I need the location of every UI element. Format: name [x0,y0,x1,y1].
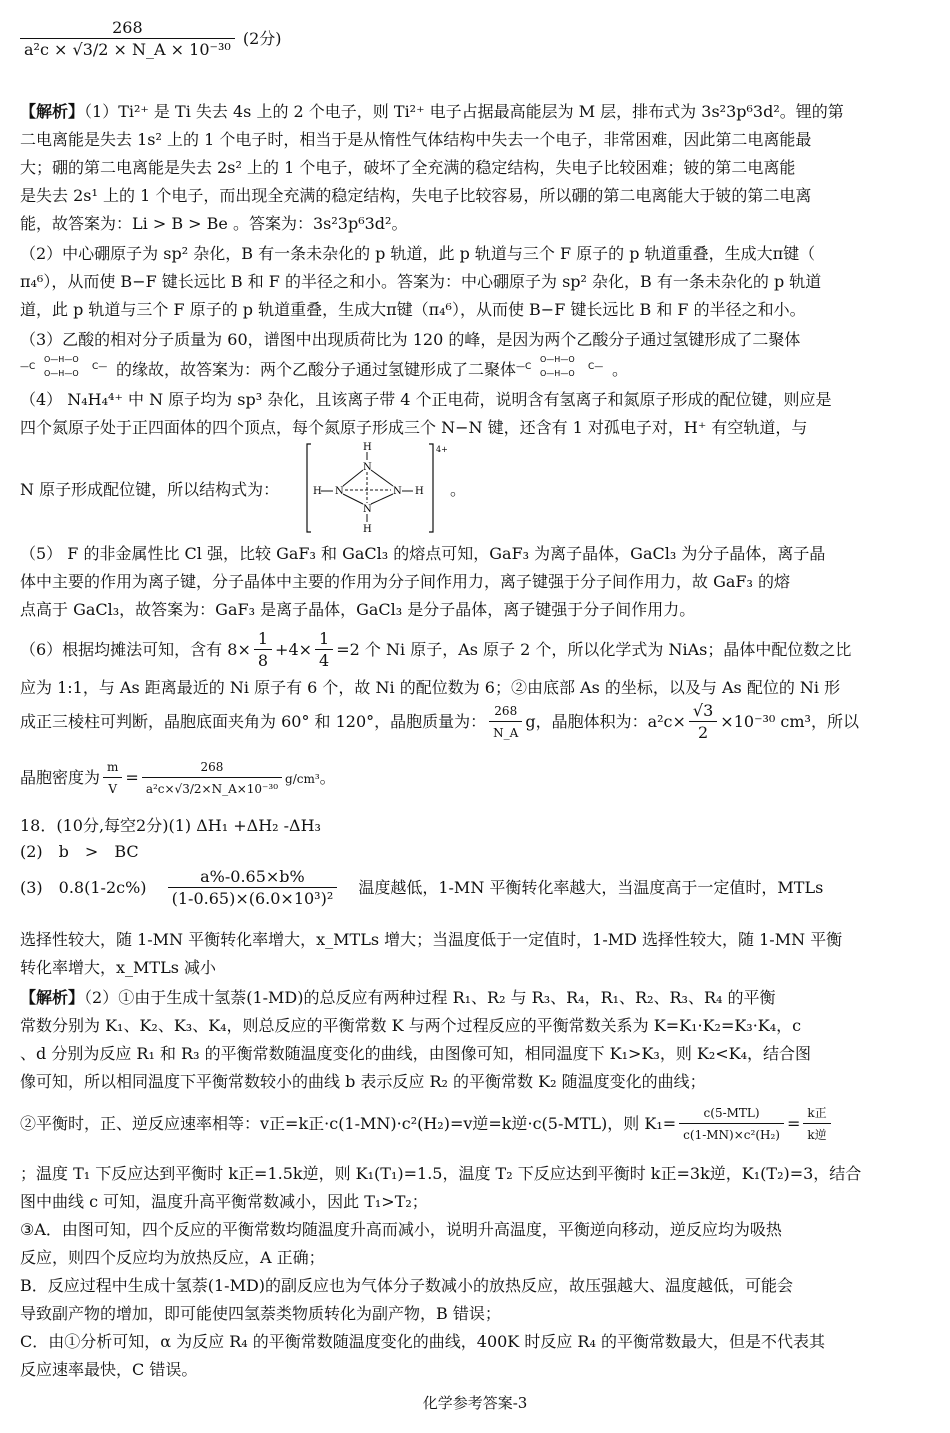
q17-p4-line3: N 原子形成配位键，所以结构式为： [20,480,280,499]
q17-p1-line3: 大；硼的第二电离能是失去 2s² 上的 1 个电子，破坏了全充满的稳定结构，失电子比较困难；铍的第二电离能 [20,158,796,177]
sqrt3-num: √3 [689,701,717,722]
q17-p5-line1: （5） F 的非金属性比 Cl 强，比较 GaF₃ 和 GaCl₃ 的熔点可知，GaF₃ 为离子晶体，GaCl₃ 为分子晶体，离子晶 [20,544,826,563]
q18-a11: 导致副产物的增加，即可能使四氢萘类物质转化为副产物，B 错误； [20,1304,501,1323]
q18-l3-text-a: (3) 0.8(1-2c%) [20,878,147,897]
q17-analysis-label: 【解析】 [20,102,85,121]
q18-analysis-label: 【解析】 [20,988,85,1007]
q17-p1-line5: 能，故答案为：Li > B > Be 。答案为：3s²3p⁶3d²。 [20,214,408,233]
struct-charge: 4+ [436,445,448,454]
dimer-left: —C [20,362,36,372]
q18-line3 [20,860,932,920]
q17-p6-text-a: （6）根据均摊法可知，含有 8× [20,640,251,659]
dimer2-top: O—H—O [540,355,575,364]
q17-p6-text-3a: 成正三棱柱可判断，晶胞底面夹角为 60° 和 120°，晶胞质量为： [20,712,487,731]
dimer-bottom: O—H—O [44,369,79,378]
q17-p2-line2: π₄⁶），从而使 B−F 键长远比 B 和 F 的半径之和小。答案为：中心硼原子为 sp² 杂化，B 有一条未杂化的 p 轨道 [20,272,822,291]
q18-a7: 图中曲线 c 可知，温度升高平衡常数减小，因此 T₁>T₂； [20,1192,428,1211]
struct-h-top: H [363,442,372,453]
dimer2-right: C— [588,362,604,372]
k1-num: c(5-MTL) [679,1103,784,1124]
cell-mass-den: N_A [493,726,519,740]
q18-line1: 18．(10分,每空2分)(1) ΔH₁ +ΔH₂ -ΔH₃ [20,816,321,835]
k1-den: c(1-MN)×c²(H₂) [683,1128,780,1142]
page-footer: 化学参考答案-3 [422,1394,528,1412]
struct-h-left: H [313,486,322,497]
q17-p3-text: 的缘故，故答案为：两个乙酸分子通过氢键形成了二聚体 [116,360,517,379]
cell-mass-num: 268 [489,701,522,722]
q18-a2: 常数分别为 K₁、K₂、K₃、K₄，则总反应的平衡常数 K 与两个过程反应的平衡常数关系为 K=K₁·K₂=K₃·K₄，c [20,1016,802,1035]
struct-h-bottom: H [363,524,372,535]
q18-line5: 转化率增大，x_MTLs 减小 [20,958,217,977]
dimer-top: O—H—O [44,355,79,364]
struct-n-left: N [335,486,344,497]
frac-cell-mass [489,701,522,744]
k-ratio-num: k正 [803,1103,830,1124]
q18-analysis-line1 [20,984,932,1012]
frac-k-ratio [803,1103,830,1146]
header-score: (2分) [242,29,282,48]
frac-one-eighth-num: 1 [254,629,272,650]
dimer2-bottom: O—H—O [540,369,575,378]
q18-a9: 反应，则四个反应均为放热反应，A 正确； [20,1248,325,1267]
dimer2-left: —C [516,362,532,372]
frac-one-eighth [254,629,272,672]
header-denominator: a²c × √3/2 × N_A × 10⁻³⁰ [24,40,231,59]
frac-one-quarter-den: 4 [319,651,330,670]
q18-a1-text: （2）①由于生成十氢萘(1-MD)的总反应有两种过程 R₁、R₂ 与 R₃、R₄，R₁、R₂、R₃、R₄ 的平衡 [84,988,776,1007]
q17-p1-line4: 是失去 2s¹ 上的 1 个电子，而出现全充满的稳定结构，失电子比较容易，所以硼的第二电离能大于铍的第二电离 [20,186,812,205]
q17-p6-line3 [20,700,932,744]
q17-p3-end: 。 [612,360,629,379]
x-mtls-den: (1-0.65)×(6.0×10³)² [171,889,334,908]
q17-p4-line1: （4） N₄H₄⁴⁺ 中 N 原子均为 sp³ 杂化，且该离子带 4 个正电荷，说明含有氢离子和氮原子形成的配位键，则应是 [20,390,832,409]
sqrt3-den: 2 [698,723,709,742]
frac-one-quarter-num: 1 [315,629,333,650]
density-unit: g/cm³ [285,772,320,786]
frac-one-quarter [315,629,333,672]
q17-p2-line3: 道，此 p 轨道与三个 F 原子的 p 轨道重叠，生成大π键（π₄⁶），从而使 B−F 键长远比 B 和 F 的半径之和小。 [20,300,806,319]
q17-p3-line1: （3）乙酸的相对分子质量为 60，谱图中出现质荷比为 120 的峰，是因为两个乙酸分子通过氢键形成了二聚体 [20,330,801,349]
q17-p5-line2: 体中主要的作用为离子键，分子晶体中主要的作用为分子间作用力，离子键强于分子间作用力，故 GaF₃ 的熔 [20,572,791,591]
q18-a3: 、d 分别为反应 R₁ 和 R₃ 的平衡常数随温度变化的曲线，由图像可知，相同温度下 K₁>K₃，则 K₂<K₄，结合图 [20,1044,812,1063]
q18-a5 [20,1100,932,1152]
k-ratio-den: k逆 [807,1128,827,1142]
q17-p4-line2: 四个氮原子处于正四面体的四个顶点，每个氮原子形成三个 N−N 键，还含有 1 对孤电子对，H⁺ 有空轨道，与 [20,418,808,437]
density-num: 268 [142,757,282,778]
q18-a4: 像可知，所以相同温度下平衡常数较小的曲线 b 表示反应 R₂ 的平衡常数 K₂ 随温度变化的曲线； [20,1072,706,1091]
frac-m-over-v [103,757,122,800]
q18-line2: (2) b > BC [20,842,139,861]
q17-p5-line3: 点高于 GaCl₃，故答案为：GaF₃ 是离子晶体，GaCl₃ 是分子晶体，离子键强于分子间作用力。 [20,600,696,619]
cell-mass-unit: g [525,712,536,731]
q17-p6-text-3b: ，晶胞体积为：a²c× [535,712,686,731]
q18-a12: C．由①分析可知，α 为反应 R₄ 的平衡常数随温度变化的曲线，400K 时反应 R₄ 的平衡常数最大，但是不代表其 [20,1332,825,1351]
q17-p6-line2: 应为 1:1，与 As 距离最近的 Ni 原子有 6 个，故 Ni 的配位数为 6；②由底部 As 的坐标，以及与 As 配位的 Ni 形 [20,678,841,697]
q17-p1-line1 [20,98,932,126]
q18-line4: 选择性较大，随 1-MN 平衡转化率增大，x_MTLs 增大；当温度低于一定值时，1-MD 选择性较大，随 1-MN 平衡 [20,930,843,949]
q17-p6-line1 [20,628,932,672]
acetic-acid-dimer-sketch [20,354,116,387]
q17-p1-line2: 二电离能是失去 1s² 上的 1 个电子时，相当于是从惰性气体结构中失去一个电子，非常困难，因此第二电离能最 [20,130,812,149]
struct-n-top: N [363,462,372,473]
struct-n-right: N [393,486,402,497]
header-numerator: 268 [20,18,235,39]
dimer-right: C— [92,362,108,372]
q18-a6: ；温度 T₁ 下反应达到平衡时 k正=1.5k逆，则 K₁(T₁)=1.5，温度 T₂ 下反应达到平衡时 k正=3k逆，K₁(T₂)=3，结合 [20,1164,862,1183]
q17-p2-line1: （2）中心硼原子为 sp² 杂化，B 有一条未杂化的 p 轨道，此 p 轨道与三个 F 原子的 p 轨道重叠，生成大π键（ [20,244,816,263]
acetic-acid-dimer-sketch-2 [516,354,612,387]
frac-one-eighth-den: 8 [257,651,269,670]
q17-p6-text-4a: 晶胞密度为 [20,768,101,787]
header-formula [20,18,932,61]
struct-h-right: H [415,486,424,497]
x-mtls-num: a%-0.65×b% [168,867,338,888]
q18-a5-text-a: ②平衡时，正、逆反应速率相等：v正=k正·c(1-MN)·c²(H₂)=v逆=k逆·c(5-MTL)，则 K₁= [20,1114,677,1133]
q17-p6-text-b: +4× [275,640,313,659]
q18-a13: 反应速率最快，C 错误。 [20,1360,198,1379]
q17-p1-text: （1）Ti²⁺ 是 Ti 失去 4s 上的 2 个电子，则 Ti²⁺ 电子占据最高能层为 M 层，排布式为 3s²3p⁶3d²。锂的第 [84,102,844,121]
q17-p6-text-3c: ×10⁻³⁰ cm³，所以 [720,712,859,731]
q17-p6-eq: = [125,768,139,787]
mv-den: V [108,782,118,796]
q17-p6-text-c: =2 个 Ni 原子，As 原子 2 个，所以化学式为 NiAs；晶体中配位数之比 [336,640,852,659]
struct-n-bottom: N [363,504,372,515]
frac-density [142,757,282,800]
q18-a10: B．反应过程中生成十氢萘(1-MD)的副反应也为气体分子数减小的放热反应，故压强越大、温度越低，可能会 [20,1276,794,1295]
density-den: a²c×√3/2×N_A×10⁻³⁰ [145,782,279,796]
q18-l3-text-b: 温度越低，1-MN 平衡转化率越大，当温度高于一定值时，MTLs [358,878,824,897]
frac-sqrt3-half [689,701,717,744]
q18-a5-eq: = [786,1114,801,1133]
frac-k1 [679,1103,784,1146]
q17-p3-line2 [20,354,932,387]
q17-p6-line4 [20,748,932,808]
q18-a8: ③A．由图可知，四个反应的平衡常数均随温度升高而减小，说明升高温度，平衡逆向移动，逆反应均为吸热 [20,1220,782,1239]
q17-p4-end: 。 [450,480,467,499]
q17-p6-end: 。 [319,768,336,787]
n4h4-structure-diagram [305,440,455,536]
header-density-fraction [20,18,235,61]
frac-x-mtls [168,867,338,910]
mv-num: m [103,757,122,778]
